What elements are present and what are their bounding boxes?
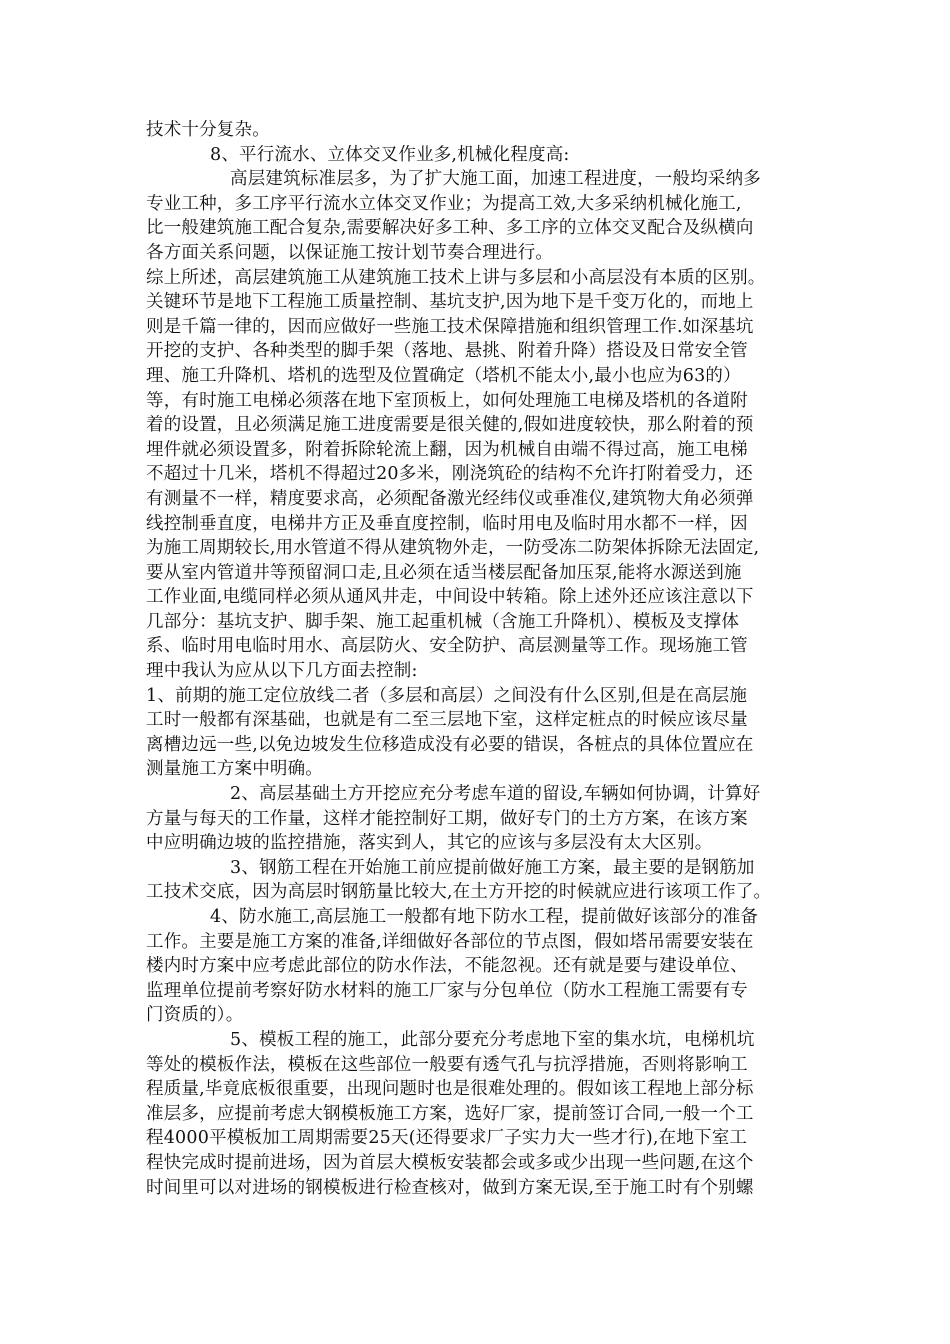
text-line: 技术十分复杂。: [146, 120, 270, 140]
text-line: 工时一般都有深基础，也就是有二至三层地下室，这样定桩点的时候应该尽量: [146, 710, 748, 731]
text-line: 为施工周期较长,用水管道不得从建筑物外走，一防受冻二防架体拆除无法固定,: [146, 538, 760, 559]
text-line: 等处的模板作法，模板在这些部位一般要有透气孔与抗浮措施，否则将影响工: [146, 1054, 748, 1075]
text-line: 程快完成时提前进场，因为首层大模板安装都会或多或少出现一些问题,在这个: [146, 1152, 754, 1173]
text-line: 准层多，应提前考虑大钢模板施工方案，选好厂家，提前签订合同,一般一个工: [146, 1103, 754, 1124]
text-line: 理、施工升降机、塔机的选型及位置确定（塔机不能太小,最小也应为63的）: [146, 365, 741, 386]
text-line: 监理单位提前考察好防水材料的施工厂家与分包单位（防水工程施工需要有专: [146, 980, 748, 1001]
text-line: 工作。主要是施工方案的准备,详细做好各部位的节点图，假如塔吊需要安装在: [146, 931, 754, 952]
text-line: 5、模板工程的施工，此部分要充分考虑地下室的集水坑，电梯机坑: [230, 1029, 755, 1050]
text-line: 4、防水施工,高层施工一般都有地下防水工程，提前做好该部分的准备: [210, 907, 759, 927]
text-line: 程质量,毕竟底板很重要，出现问题时也是很难处理的。假如该工程地上部分标: [146, 1079, 754, 1100]
text-line: 有测量不一样，精度要求高，必须配备激光经纬仪或垂准仪,建筑物大角必须弹: [146, 488, 754, 509]
text-line: 线控制垂直度，电梯井方正及垂直度控制，临时用电及临时用水都不一样，因: [146, 513, 748, 534]
text-line: 着的设置，且必须满足施工进度需要是很关健的,假如进度较快，那么附着的预: [146, 415, 754, 436]
text-line: 3、钢筋工程在开始施工前应提前做好施工方案，最主要的是钢筋加: [230, 857, 755, 878]
text-line: 不超过十几米，塔机不得超过20多米，刚浇筑砼的结构不允许打附着受力，还: [146, 464, 753, 485]
text-line: 工作业面,电缆同样必须从通风井走，中间设中转箱。除上述外还应该注意以下: [146, 587, 754, 608]
text-line: 关键环节是地下工程施工质量控制、基坑支护,因为地下是千变万化的，而地上: [146, 292, 754, 313]
text-line: 比一般建筑施工配合复杂,需要解决好多工种、多工序的立体交叉配合及纵横向: [146, 218, 754, 239]
text-line: 则是千篇一律的，因而应做好一些施工技术保障措施和组织管理工作.如深基坑: [146, 316, 754, 337]
text-line: 等，有时施工电梯必须落在地下室顶板上，如何处理施工电梯及塔机的各道附: [146, 390, 748, 411]
text-line: 要从室内管道井等预留洞口走,且必须在适当楼层配备加压泵,能将水源送到施: [146, 562, 742, 583]
text-line: 方量与每天的工作量，这样才能控制好工期，做好专门的土方方案，在该方案: [146, 808, 748, 829]
text-line: 各方面关系问题，以保证施工按计划节奏合理进行。: [146, 242, 554, 263]
text-line: 埋件就必须设置多，附着拆除轮流上翻，因为机械自由端不得过高，施工电梯: [146, 439, 748, 460]
text-line: 综上所述，高层建筑施工从建筑施工技术上讲与多层和小高层没有本质的区别。: [146, 267, 766, 288]
text-line: 系、临时用电临时用水、高层防火、安全防护、高层测量等工作。现场施工管: [146, 636, 748, 657]
document-body: [146, 118, 826, 1200]
text-line: 1、前期的施工定位放线二者（多层和高层）之间没有什么区别,但是在高层施: [146, 685, 748, 706]
text-line: 时间里可以对进场的钢模板进行检查核对，做到方案无误,至于施工时有个别螺: [146, 1177, 754, 1198]
text-line: 工技术交底，因为高层时钢筋量比较大,在土方开挖的时候就应进行该项工作了。: [146, 882, 772, 903]
text-line: 几部分：基坑支护、脚手架、施工起重机械（含施工升降机）、模板及支撑体: [146, 611, 740, 632]
text-line: 离槽边远一些,以免边坡发生位移造成没有必要的错误，各桩点的具体位置应在: [146, 734, 754, 755]
text-line: 2、高层基础土方开挖应充分考虑车道的留设,车辆如何协调，计算好: [230, 784, 761, 805]
text-line: 程4000平模板加工周期需要25天(还得要求厂子实力大一些才行),在地下室工: [146, 1128, 748, 1149]
text-line: 门资质的）。: [146, 1005, 244, 1026]
text-line: 专业工种，多工序平行流水立体交叉作业；为提高工效,大多采纳机械化施工,: [146, 193, 742, 214]
text-line: 测量施工方案中明确。: [146, 759, 323, 780]
text-line: 高层建筑标准层多，为了扩大施工面，加速工程进度，一般均采纳多: [230, 169, 761, 190]
text-line: 中应明确边坡的监控措施，落实到人，其它的应该与多层没有太大区别。: [146, 833, 713, 854]
text-line: 楼内时方案中应考虑此部位的防水作法，不能忽视。还有就是要与建设单位、: [146, 956, 748, 977]
text-line: 开挖的支护、各种类型的脚手架（落地、悬挑、附着升降）搭设及日常安全管: [146, 341, 748, 362]
text-line: 8、平行流水、立体交叉作业多,机械化程度高:: [210, 144, 570, 165]
text-line: 理中我认为应从以下几方面去控制:: [146, 661, 418, 682]
